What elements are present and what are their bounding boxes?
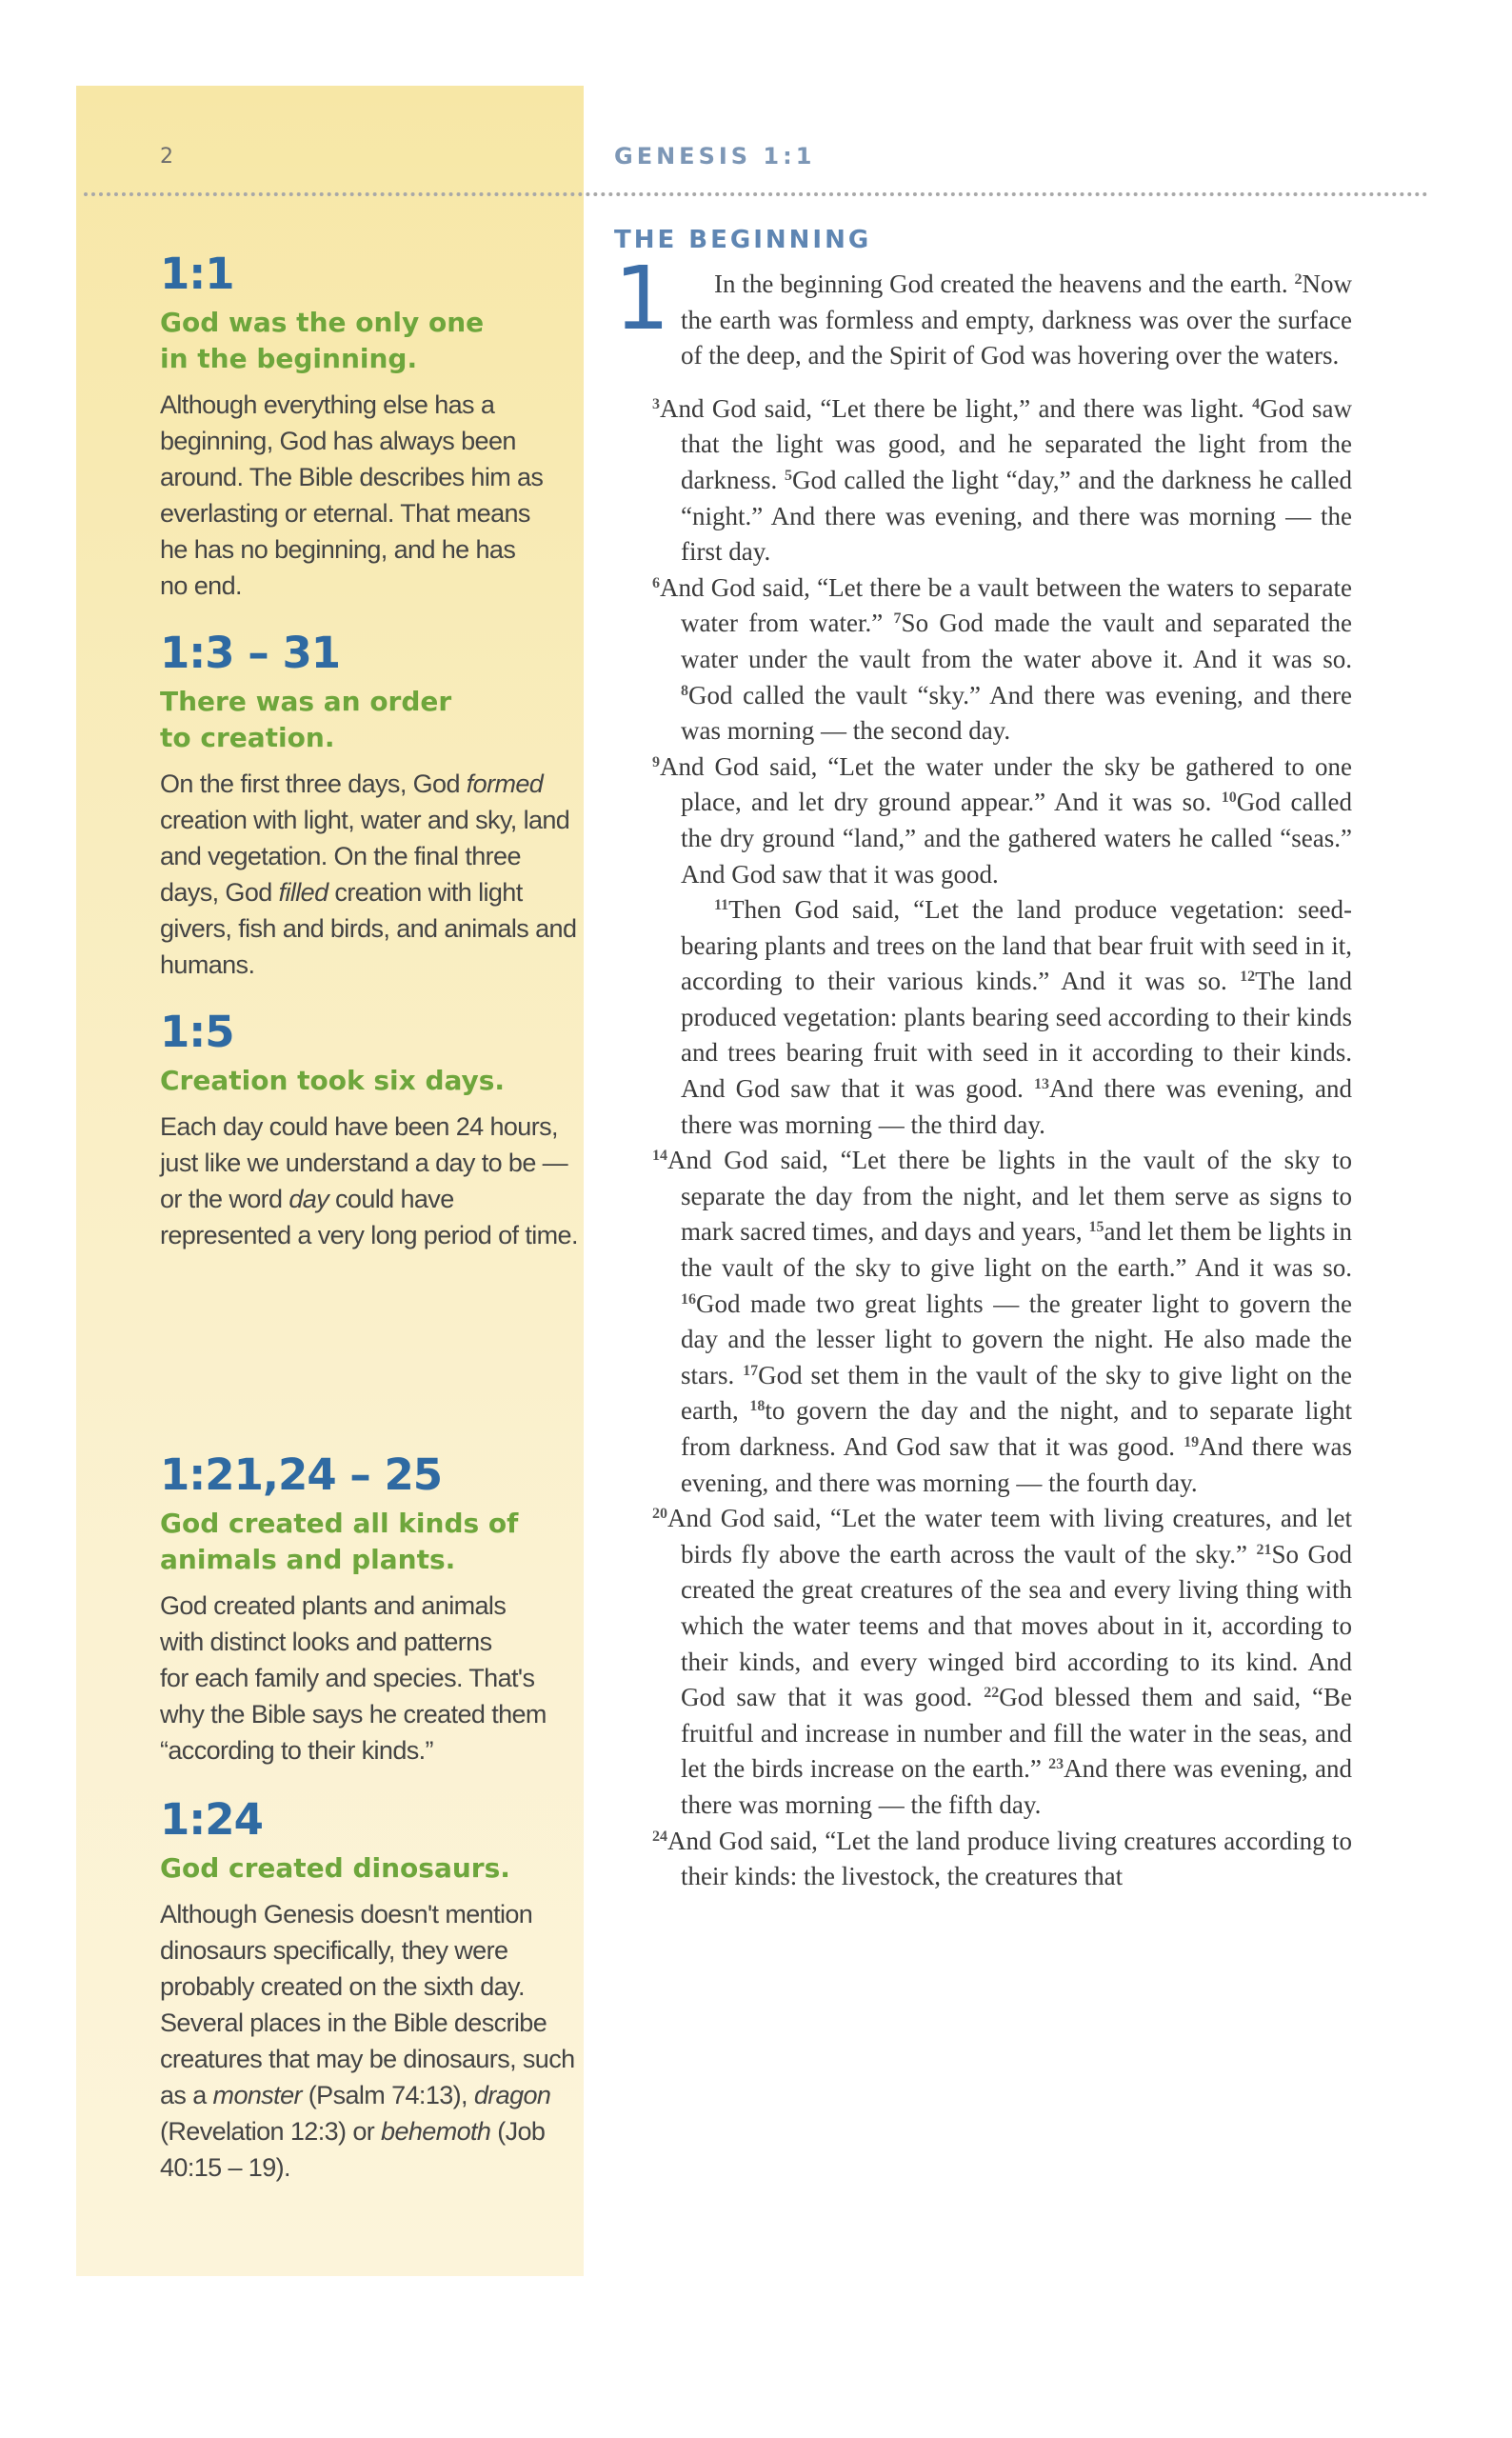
verse-text: God called the light “day,” and the darkness he called “night.” And there was evening, and there was morning — the first day. [681, 465, 1352, 567]
note-body [160, 387, 579, 604]
verse-text: And God said, “Let there be a vault between the waters to separate water from water.” [660, 572, 1352, 638]
verse-text: God called the vault “sky.” And there was evening, and there was morning — the second day. [681, 680, 1352, 746]
verse-number: 15 [1088, 1219, 1104, 1236]
verse-number: 22 [984, 1685, 1000, 1702]
note-body-line: around. The Bible describes him as [160, 462, 544, 491]
verse-number: 4 [1252, 395, 1261, 412]
study-note-1-24 [160, 1795, 579, 2186]
note-body [160, 1588, 579, 1769]
running-head: GENESIS 1:1 [614, 143, 816, 170]
note-heading-line: God created dinosaurs. [160, 1851, 510, 1884]
verse-number: 3 [652, 395, 660, 412]
verse-text: So God made the vault and separated the water under the vault from the water above it. And it was so. [681, 609, 1352, 673]
chapter-number: 1 [614, 248, 670, 350]
verse-text: God saw that the light was good, and he separated the light from the darkness. [681, 393, 1352, 494]
verse-number: 14 [652, 1148, 667, 1165]
scripture-paragraph [652, 1824, 1352, 1895]
verse-number: 10 [1221, 789, 1237, 807]
verse-text: In the beginning God created the heavens and the earth. [714, 270, 1295, 298]
verse-number: 18 [749, 1398, 766, 1415]
verse-text: God called the dry ground “land,” and the gathered waters he called “seas.” And God saw that it was good. [681, 788, 1352, 889]
study-note-1-21-24-25 [160, 1450, 579, 1769]
note-reference: 1:21,24 – 25 [160, 1449, 443, 1500]
scripture-paragraph [652, 749, 1352, 892]
note-heading-line: to creation. [160, 721, 335, 753]
note-reference: 1:5 [160, 1007, 234, 1057]
note-body-line: everlasting or eternal. That means [160, 498, 530, 528]
note-body-line: God created plants and animals [160, 1590, 507, 1620]
verse-number: 2 [1294, 271, 1303, 288]
note-body-line: with distinct looks and patterns [160, 1627, 492, 1656]
note-reference: 1:1 [160, 249, 234, 299]
verse-number: 11 [714, 897, 729, 914]
verse-text: And God said, “Let the water teem with living creatures, and let birds fly above the earth across the vault of the sky.” [667, 1504, 1352, 1569]
verse-number: 12 [1240, 969, 1256, 986]
header-divider [84, 192, 1428, 196]
verse-text: And there was evening, and there was morning — the fourth day. [681, 1432, 1353, 1497]
verse-number: 24 [652, 1828, 667, 1845]
verse-text: And there was evening, and there was morning — the third day. [681, 1074, 1352, 1139]
note-body: On the first three days, God formed creation with light, water and sky, land and vegetation. On the final three days, God filled creation with light givers, fish and birds, and animals and humans. [160, 769, 577, 979]
study-note-1-5 [160, 1008, 579, 1253]
verse-text: The land produced vegetation: plants bearing seed according to their kinds and trees bearing fruit with seed in it according to their kinds. And God saw that it was good. [681, 967, 1352, 1104]
note-heading [160, 1506, 579, 1578]
note-reference: 1:3 – 31 [160, 628, 341, 678]
note-heading [160, 684, 579, 756]
note-body-line: Although everything else has a [160, 390, 495, 419]
verse-text: And God said, “Let there be lights in the vault of the sky to separate the day from the night, and let them serve as signs to mark sacred times, and days and years, [667, 1146, 1352, 1247]
verse-text: God set them in the vault of the sky to give light on the earth, [681, 1360, 1352, 1426]
note-body-line: why the Bible says he created them [160, 1699, 547, 1729]
note-body-line: “according to their kinds.” [160, 1735, 433, 1765]
verse-number: 5 [785, 467, 793, 484]
study-note-1-1 [160, 250, 579, 604]
scripture-paragraph [681, 267, 1352, 374]
note-body-line: he has no beginning, and he has [160, 534, 516, 564]
note-body: Each day could have been 24 hours, just like we understand a day to be — or the word day could have represented a very long period of time. [160, 1111, 578, 1249]
note-heading [160, 305, 579, 377]
paragraph-gap [681, 374, 1352, 391]
note-heading-line: animals and plants. [160, 1543, 456, 1575]
verse-text: So God created the great creatures of the sea and every living thing with which the water teems and that moves about in it, according to their kinds, and every winged bird according to its kind. And God saw that it was good. [681, 1539, 1352, 1712]
verse-text: and let them be lights in the vault of the sky to give light on the earth.” And it was so. [681, 1217, 1352, 1283]
verse-text: to govern the day and the night, and to separate light from darkness. And God saw that it was good. [681, 1396, 1353, 1461]
note-heading-line: in the beginning. [160, 342, 418, 374]
note-heading [160, 1850, 579, 1887]
note-heading-line: Creation took six days. [160, 1064, 506, 1096]
note-body: Although Genesis doesn't mention dinosaurs specifically, they were probably created on the sixth day. Several places in the Bible describe creatures that may be dinosaurs, such as a monster (Psalm 74:13), dragon (Revelation 12:3) or behemoth (Job 40:15 – 19). [160, 1899, 575, 2182]
note-heading-line: God was the only one [160, 306, 485, 338]
verse-text: God blessed them and said, “Be fruitful and increase in number and fill the water in the seas, and let the birds increase on the earth.” [681, 1683, 1352, 1784]
scripture-paragraph [681, 892, 1352, 1143]
verse-number: 21 [1256, 1541, 1272, 1558]
note-body-line: for each family and species. That's [160, 1663, 535, 1692]
verse-text: God made two great lights — the greater light to govern the day and the lesser light to govern the night. He also made the stars. [681, 1289, 1352, 1389]
verse-number: 13 [1033, 1076, 1049, 1093]
note-body-line: beginning, God has always been [160, 426, 516, 455]
verse-text: Then God said, “Let the land produce vegetation: seed-bearing plants and trees on the land that bear fruit with seed in it, according to their various kinds.” And it was so. [681, 895, 1352, 996]
verse-number: 6 [652, 574, 660, 591]
verse-number: 20 [652, 1506, 667, 1523]
verse-number: 19 [1184, 1434, 1200, 1450]
verse-text: And God said, “Let there be light,” and there was light. [660, 393, 1253, 423]
study-note-1-3-31 [160, 629, 579, 983]
verse-number: 23 [1048, 1756, 1064, 1773]
note-heading-line: God created all kinds of [160, 1507, 519, 1539]
verse-number: 9 [652, 753, 660, 770]
verse-number: 16 [681, 1290, 696, 1308]
scripture-paragraph [652, 1143, 1353, 1501]
scripture-paragraph [652, 1501, 1352, 1823]
scripture-text [652, 267, 1353, 1895]
note-body-line: no end. [160, 570, 242, 600]
verse-text: And God said, “Let the land produce living creatures according to their kinds: the livestock, the creatures that [667, 1826, 1352, 1891]
note-heading [160, 1063, 579, 1099]
note-reference: 1:24 [160, 1794, 263, 1845]
verse-number: 8 [681, 682, 688, 699]
verse-text: And there was evening, and there was morning — the fifth day. [681, 1754, 1352, 1819]
verse-text: And God said, “Let the water under the sky be gathered to one place, and let dry ground appear.” And it was so. [660, 751, 1352, 817]
verse-number: 17 [743, 1362, 759, 1379]
note-heading-line: There was an order [160, 685, 452, 717]
verse-text: Now the earth was formless and empty, darkness was over the surface of the deep, and the Spirit of God was hovering over the waters. [681, 270, 1352, 370]
section-title: THE BEGINNING [614, 226, 872, 254]
verse-number: 7 [893, 610, 902, 628]
page-number: 2 [160, 145, 173, 169]
scripture-paragraph [652, 391, 1352, 570]
scripture-paragraph [652, 570, 1352, 749]
